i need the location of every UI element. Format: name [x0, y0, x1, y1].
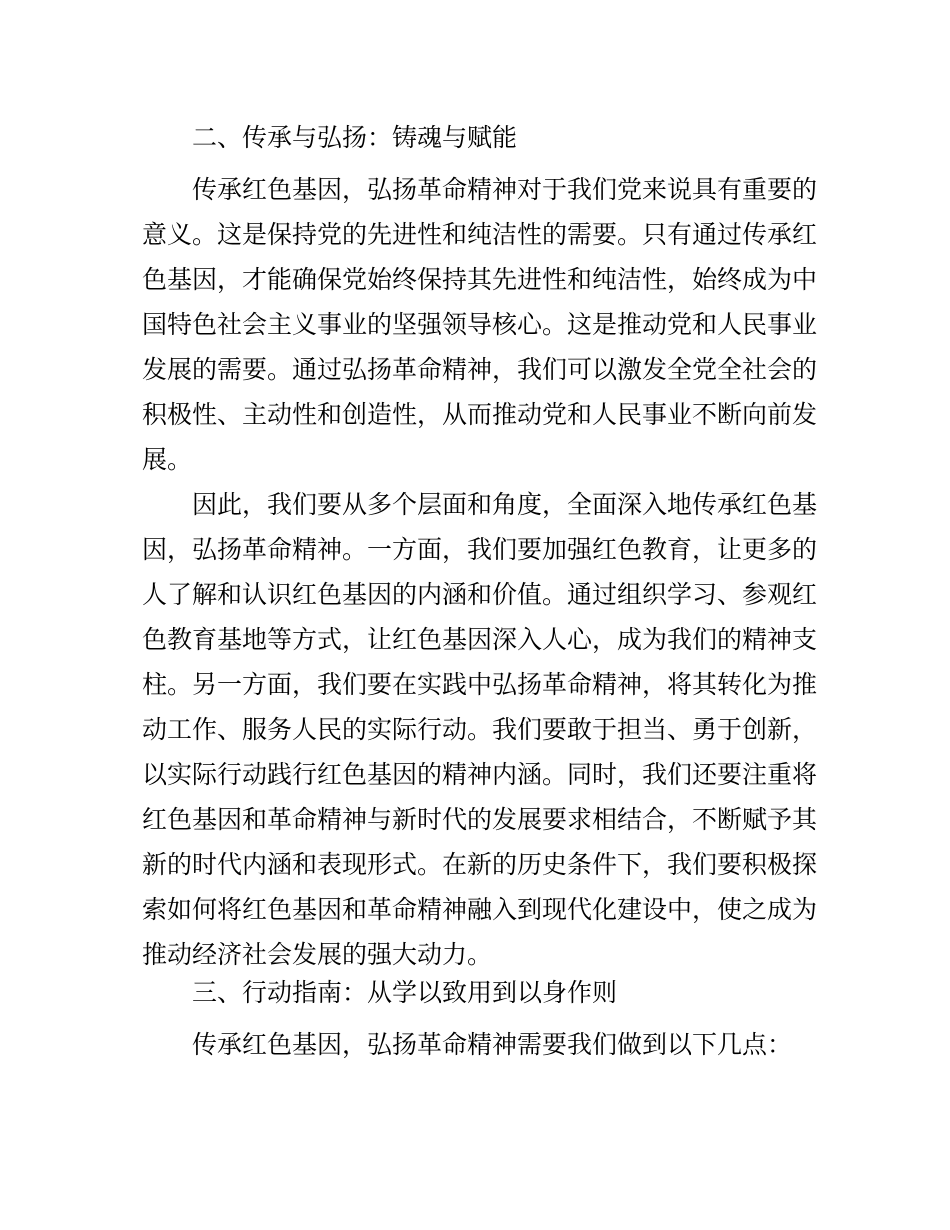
paragraph-line: 国特色社会主义事业的坚强领导核心。这是推动党和人民事业	[142, 310, 818, 339]
paragraph-line: 红色基因和革命精神与新时代的发展要求相结合，不断赋予其	[142, 805, 818, 834]
paragraph-line: 展。	[142, 445, 193, 474]
paragraph-line: 色教育基地等方式，让红色基因深入人心，成为我们的精神支	[142, 625, 818, 654]
paragraph-line: 色基因，才能确保党始终保持其先进性和纯洁性，始终成为中	[142, 265, 818, 294]
paragraph-3	[142, 1022, 812, 1067]
paragraph-line: 索如何将红色基因和革命精神融入到现代化建设中，使之成为	[142, 895, 818, 924]
section-heading-3	[142, 970, 812, 1015]
paragraph-line: 因此，我们要从多个层面和角度，全面深入地传承红色基	[192, 490, 818, 519]
paragraph-line: 新的时代内涵和表现形式。在新的历史条件下，我们要积极探	[142, 850, 818, 879]
paragraph-line: 发展的需要。通过弘扬革命精神，我们可以激发全党全社会的	[142, 355, 818, 384]
paragraph-line: 人了解和认识红色基因的内涵和价值。通过组织学习、参观红	[142, 580, 818, 609]
paragraph-line: 因，弘扬革命精神。一方面，我们要加强红色教育，让更多的	[142, 535, 818, 564]
paragraph-1	[142, 167, 818, 482]
paragraph-line: 传承红色基因，弘扬革命精神需要我们做到以下几点：	[192, 1030, 793, 1059]
paragraph-line: 积极性、主动性和创造性，从而推动党和人民事业不断向前发	[142, 400, 818, 429]
heading-text: 三、行动指南：从学以致用到以身作则	[192, 978, 618, 1007]
paragraph-line: 推动经济社会发展的强大动力。	[142, 940, 493, 969]
paragraph-2	[142, 482, 818, 977]
paragraph-line: 动工作、服务人民的实际行动。我们要敢于担当、勇于创新，	[142, 715, 818, 744]
section-heading-2	[142, 115, 812, 160]
paragraph-line: 意义。这是保持党的先进性和纯洁性的需要。只有通过传承红	[142, 220, 818, 249]
paragraph-line: 传承红色基因，弘扬革命精神对于我们党来说具有重要的	[192, 175, 818, 204]
heading-text: 二、传承与弘扬：铸魂与赋能	[192, 123, 518, 152]
paragraph-line: 柱。另一方面，我们要在实践中弘扬革命精神，将其转化为推	[142, 670, 818, 699]
paragraph-line: 以实际行动践行红色基因的精神内涵。同时，我们还要注重将	[142, 760, 818, 789]
